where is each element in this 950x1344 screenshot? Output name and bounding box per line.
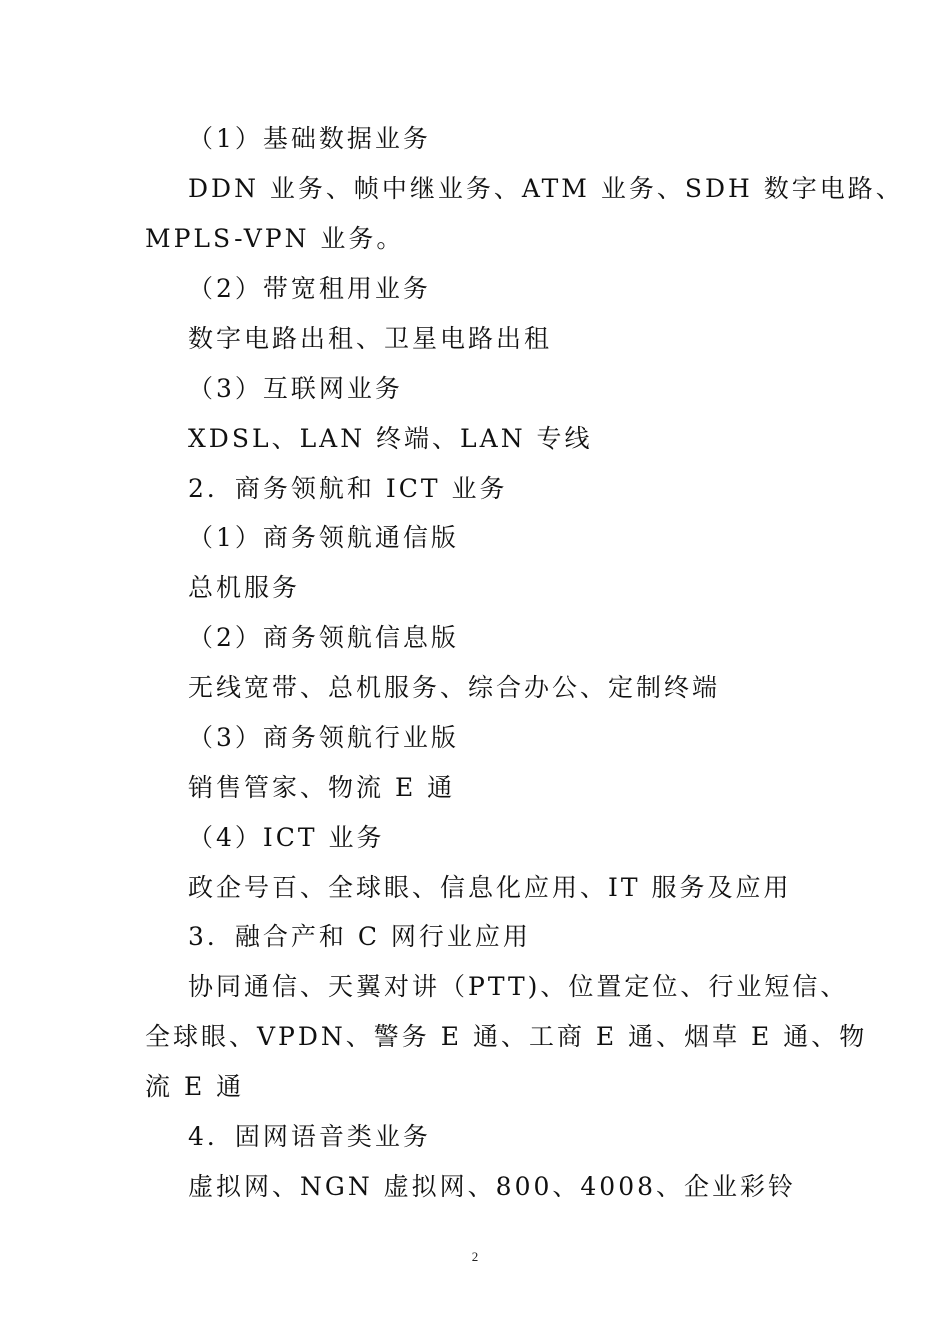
heading-ict-services: （4）ICT 业务 [188, 823, 385, 852]
heading-industry-edition: （3）商务领航行业版 [188, 723, 459, 752]
text-communication-edition-list: 总机服务 [188, 573, 301, 602]
text-internet-services-list: XDSL、LAN 终端、LAN 专线 [188, 424, 593, 453]
text-basic-data-list-line1: DDN 业务、帧中继业务、ATM 业务、SDH 数字电路、 [188, 174, 904, 203]
heading-communication-edition: （1）商务领航通信版 [188, 523, 459, 552]
page-number: 2 [471, 1249, 479, 1264]
heading-bandwidth-lease: （2）带宽租用业务 [188, 274, 431, 303]
text-converged-industry-line1: 协同通信、天翼对讲（PTT)、位置定位、行业短信、 [188, 972, 849, 1001]
text-bandwidth-lease-list: 数字电路出租、卫星电路出租 [188, 324, 553, 353]
text-fixed-voice-list: 虚拟网、NGN 虚拟网、800、4008、企业彩铃 [188, 1172, 797, 1201]
section-heading-fixed-voice: 4．固网语音类业务 [188, 1122, 431, 1151]
section-heading-business-ict: 2．商务领航和 ICT 业务 [188, 474, 508, 503]
section-heading-converged-industry: 3．融合产和 C 网行业应用 [188, 922, 531, 951]
text-basic-data-list-line2: MPLS-VPN 业务。 [145, 224, 405, 253]
text-ict-services-list: 政企号百、全球眼、信息化应用、IT 服务及应用 [188, 873, 792, 902]
text-information-edition-list: 无线宽带、总机服务、综合办公、定制终端 [188, 673, 721, 702]
heading-basic-data-services: （1）基础数据业务 [188, 124, 431, 153]
text-industry-edition-list: 销售管家、物流 E 通 [188, 773, 456, 802]
text-converged-industry-line2: 全球眼、VPDN、警务 E 通、工商 E 通、烟草 E 通、物 [145, 1022, 868, 1051]
heading-internet-services: （3）互联网业务 [188, 374, 403, 403]
text-converged-industry-line3: 流 E 通 [145, 1072, 245, 1101]
heading-information-edition: （2）商务领航信息版 [188, 623, 459, 652]
